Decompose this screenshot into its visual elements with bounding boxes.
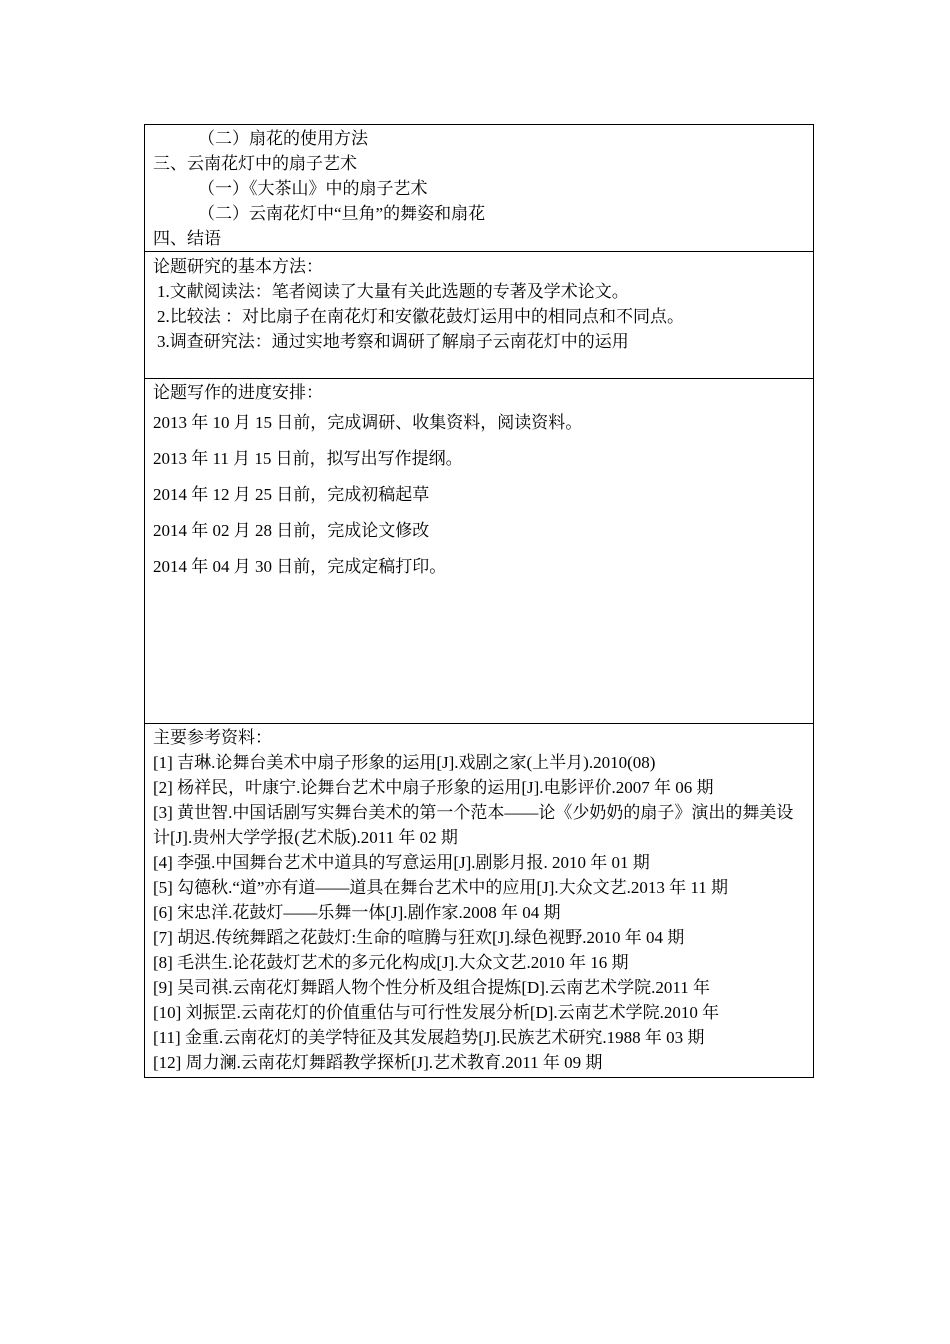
schedule-row <box>145 379 814 724</box>
reference-item: [5] 勾德秋.“道”亦有道——道具在舞台艺术中的应用[J].大众文艺.2013 年 11 期 <box>153 878 728 897</box>
methods-title: 论题研究的基本方法： <box>153 257 323 276</box>
schedule-cell <box>145 379 814 724</box>
reference-item: [12] 周力澜.云南花灯舞蹈教学探析[J].艺术教育.2011 年 09 期 <box>153 1053 603 1072</box>
methods-cell <box>145 252 814 379</box>
reference-item: [3] 黄世智.中国话剧写实舞台美术的第一个范本——论《少奶奶的扇子》演出的舞美设计[J].贵州大学学报(艺术版).2011 年 02 期 <box>153 803 794 847</box>
references-cell <box>145 724 814 1078</box>
schedule-item: 2013 年 10 月 15 日前，完成调研、收集资料，阅读资料。 <box>153 413 583 432</box>
proposal-table <box>144 124 814 1078</box>
references-title: 主要参考资料： <box>153 728 272 747</box>
schedule-item: 2014 年 02 月 28 日前，完成论文修改 <box>153 521 430 540</box>
outline-row <box>145 125 814 252</box>
outline-item: （二）扇花的使用方法 <box>198 129 368 148</box>
reference-item: [6] 宋忠洋.花鼓灯——乐舞一体[J].剧作家.2008 年 04 期 <box>153 903 561 922</box>
outline-item: （一）《大茶山》中的扇子艺术 <box>198 179 428 198</box>
method-item: 1.文献阅读法：笔者阅读了大量有关此选题的专著及学术论文。 <box>157 282 629 301</box>
schedule-item: 2014 年 12 月 25 日前，完成初稿起草 <box>153 485 430 504</box>
outline-item: （二）云南花灯中“旦角”的舞姿和扇花 <box>198 204 486 223</box>
method-item: 3.调查研究法：通过实地考察和调研了解扇子云南花灯中的运用 <box>157 332 629 351</box>
reference-item: [2] 杨祥民，叶康宁.论舞台艺术中扇子形象的运用[J].电影评价.2007 年 06 期 <box>153 778 714 797</box>
reference-item: [9] 吴司祺.云南花灯舞蹈人物个性分析及组合提炼[D].云南艺术学院.2011 年 <box>153 978 711 997</box>
schedule-item: 2013 年 11 月 15 日前，拟写出写作提纲。 <box>153 449 463 468</box>
outline-item: 四、结语 <box>153 229 221 248</box>
outline-cell <box>145 125 814 252</box>
schedule-title: 论题写作的进度安排： <box>153 383 323 402</box>
methods-row <box>145 252 814 379</box>
schedule-item: 2014 年 04 月 30 日前，完成定稿打印。 <box>153 557 447 576</box>
reference-item: [11] 金重.云南花灯的美学特征及其发展趋势[J].民族艺术研究.1988 年 03 期 <box>153 1028 705 1047</box>
reference-item: [4] 李强.中国舞台艺术中道具的写意运用[J].剧影月报. 2010 年 01 期 <box>153 853 650 872</box>
method-item: 2.比较法 ：对比扇子在南花灯和安徽花鼓灯运用中的相同点和不同点。 <box>157 307 684 326</box>
outline-item: 三、云南花灯中的扇子艺术 <box>153 154 357 173</box>
reference-item: [10] 刘振罡.云南花灯的价值重估与可行性发展分析[D].云南艺术学院.2010 年 <box>153 1003 720 1022</box>
reference-item: [8] 毛洪生.论花鼓灯艺术的多元化构成[J].大众文艺.2010 年 16 期 <box>153 953 629 972</box>
reference-item: [1] 吉琳.论舞台美术中扇子形象的运用[J].戏剧之家(上半月).2010(08) <box>153 753 656 772</box>
reference-item: [7] 胡迟.传统舞蹈之花鼓灯:生命的喧腾与狂欢[J].绿色视野.2010 年 04 期 <box>153 928 685 947</box>
references-row <box>145 724 814 1078</box>
